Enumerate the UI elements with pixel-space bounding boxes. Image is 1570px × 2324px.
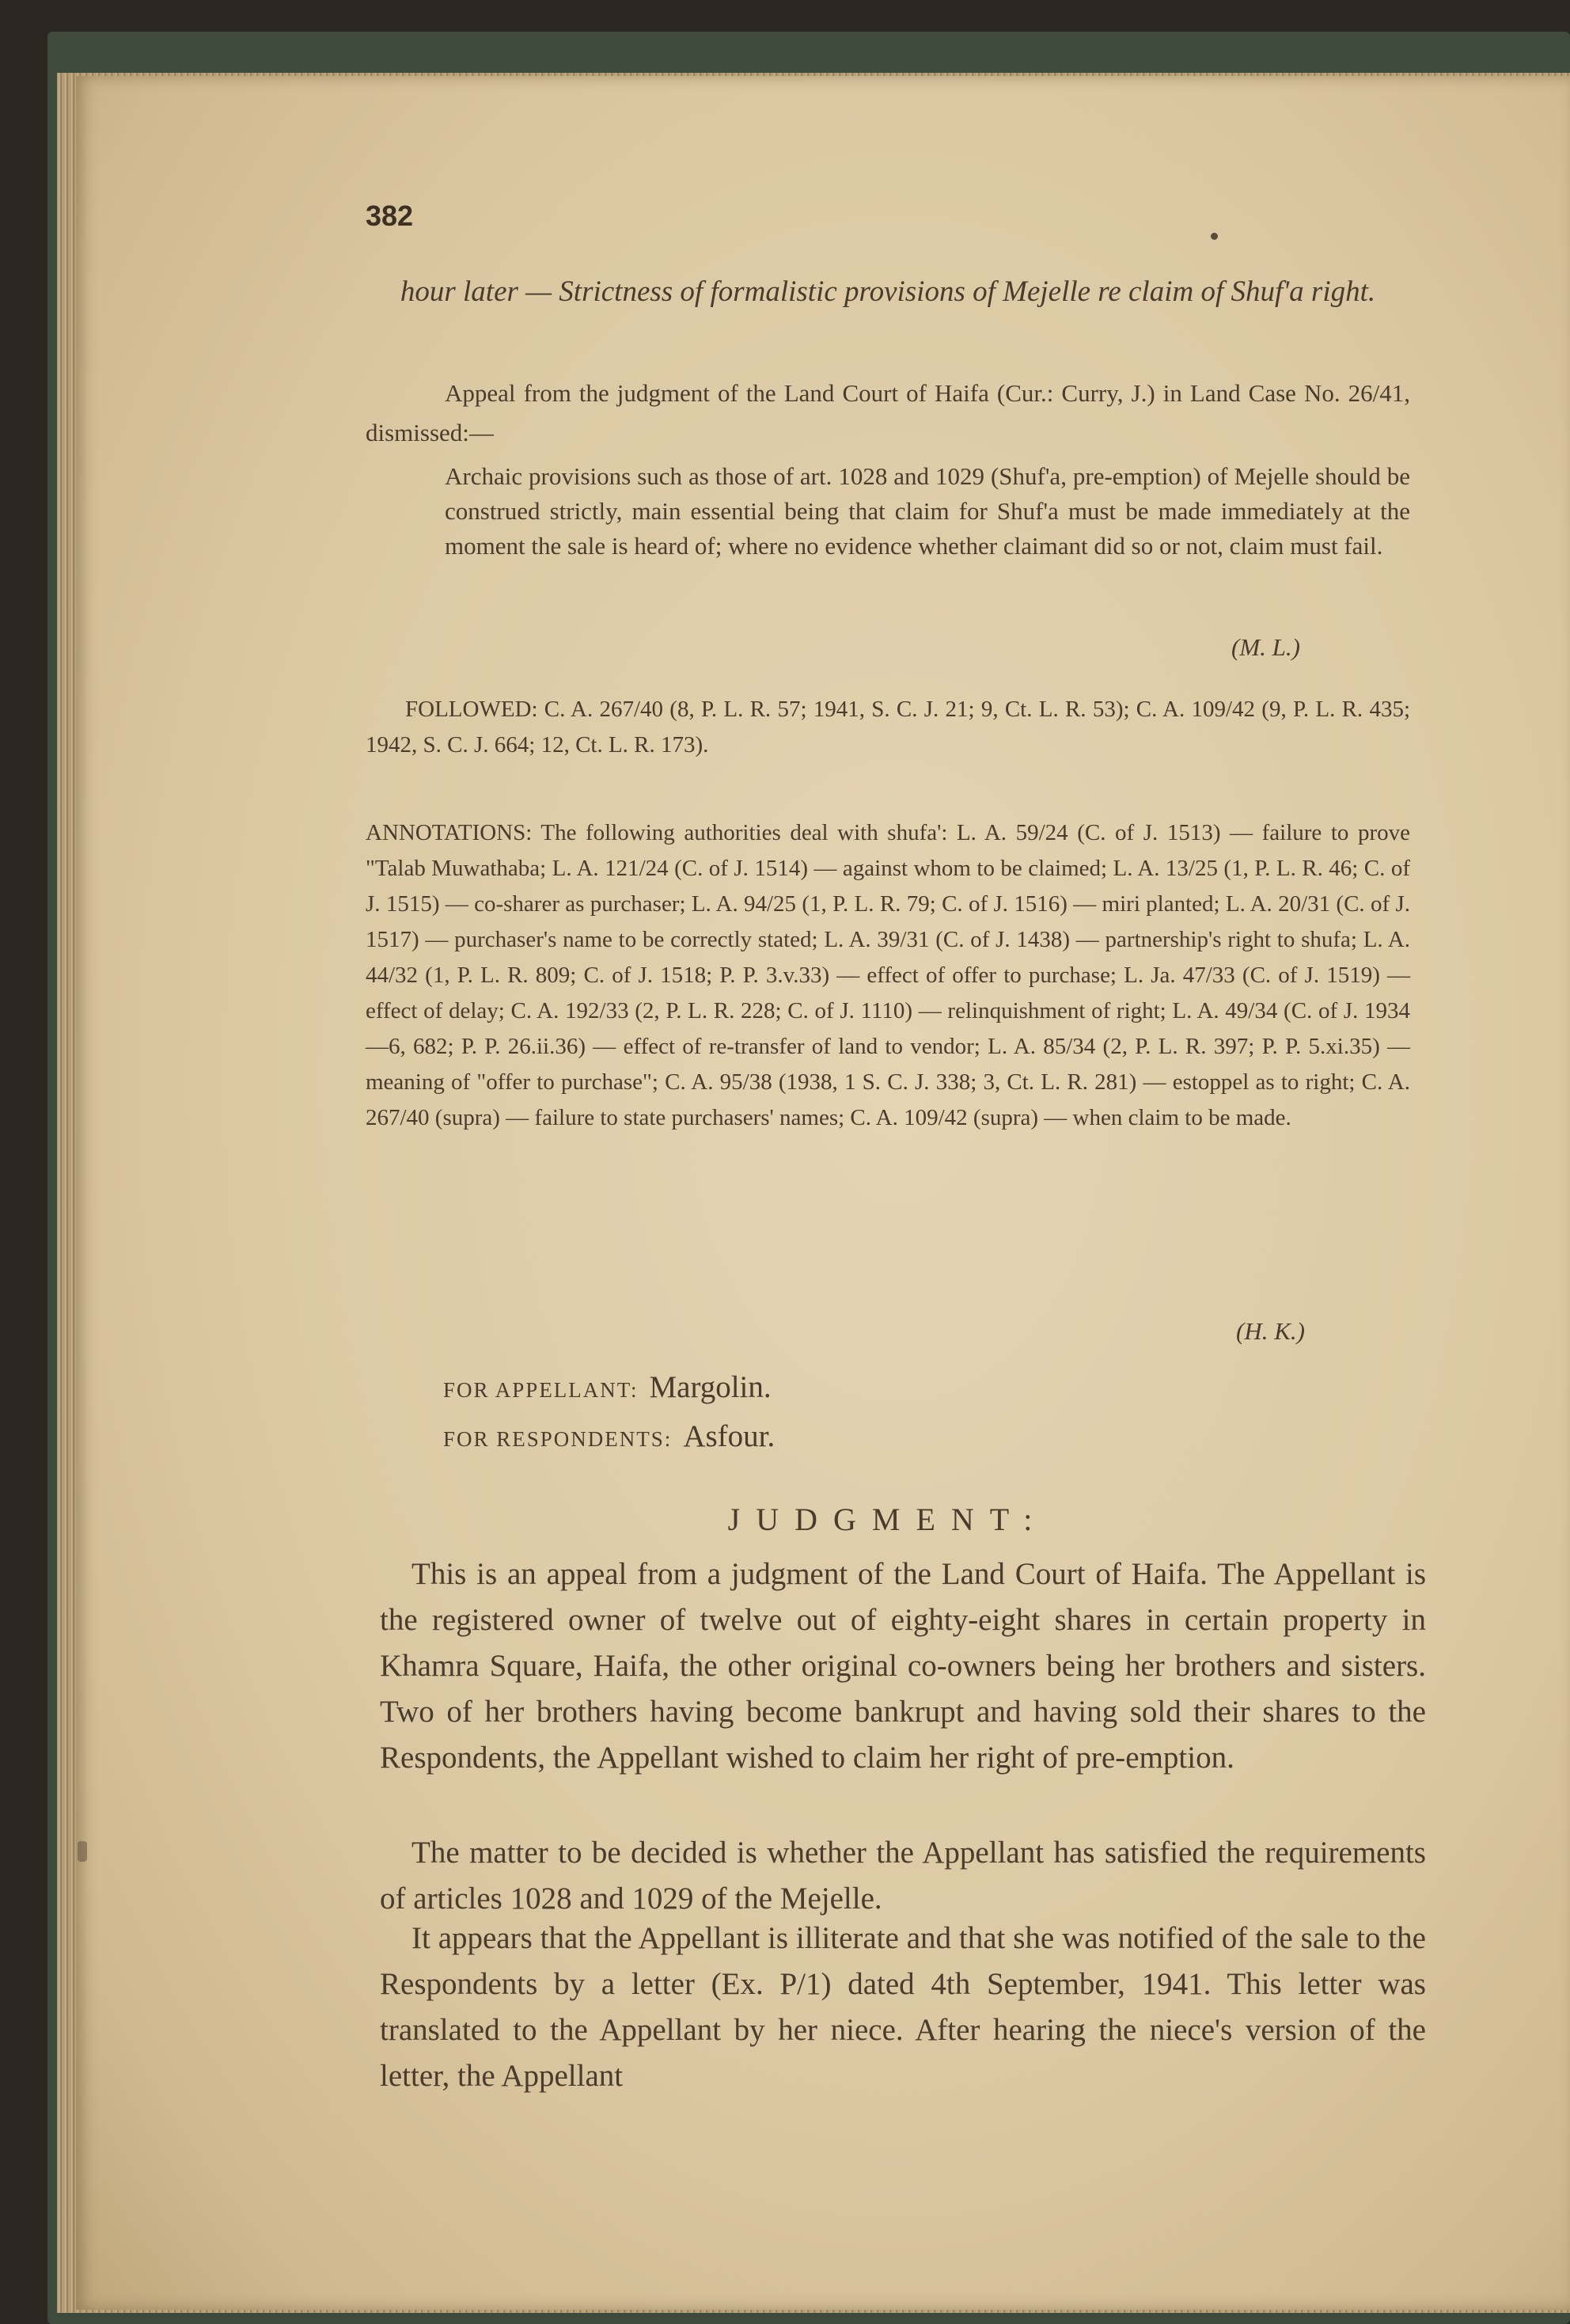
counsel-appellant-label: FOR APPELLANT: xyxy=(443,1378,639,1402)
ink-speck xyxy=(78,1841,87,1862)
followed-citations: FOLLOWED: C. A. 267/40 (8, P. L. R. 57; 1941, S. C. J. 21; 9, Ct. L. R. 53); C. A. 109/42 (9, P. L. R. 435; 1942, S. C. J. 664; 12, Ct. L. R. 173). xyxy=(366,697,1410,758)
annotations-initials: (H. K.) xyxy=(1236,1317,1305,1345)
judgment-paragraph-2: The matter to be decided is whether the Appellant has satisfied the requirements of articles 1028 and 1029 of the Mejelle. xyxy=(380,1836,1426,1916)
counsel-appellant xyxy=(443,1369,772,1405)
judgment-paragraph-3: It appears that the Appellant is illiterate and that she was notified of the sale to the Respondents by a letter (Ex. P/1) dated 4th September, 1941. This letter was translated to the Appellant by her niece. After hearing the niece's version of the letter, the Appellant xyxy=(380,1921,1426,2093)
ink-speck xyxy=(1211,233,1218,240)
summary-initials: (M. L.) xyxy=(1231,633,1300,661)
headnote-title: hour later — Strictness of formalistic provisions of Mejelle re claim of Shuf'a right. xyxy=(400,275,1376,308)
page-number: 382 xyxy=(366,199,414,232)
judgment-heading: JUDGMENT: xyxy=(727,1502,1049,1537)
judgment-paragraph-1: This is an appeal from a judgment of the Land Court of Haifa. The Appellant is the registered owner of twelve out of eighty-eight shares in certain property in Khamra Square, Haifa, the other original co-owners being her brothers and sisters. Two of her brothers having become bankrupt and having sold their shares to the Respondents, the Appellant wished to claim her right of pre-emption. xyxy=(380,1557,1426,1775)
counsel-respondents-label: FOR RESPONDENTS: xyxy=(443,1427,673,1451)
counsel-respondents-name: Asfour. xyxy=(683,1419,776,1453)
counsel-respondents xyxy=(443,1418,775,1454)
annotations-list: ANNOTATIONS: The following authorities deal with shufa': L. A. 59/24 (C. of J. 1513) — failure to prove "Talab Muwathaba; L. A. 121/24 (C. of J. 1514) — against whom to be claimed; L. A. 13/25 (1, P. L. R. 46; C. of J. 1515) — co-sharer as purchaser; L. A. 94/25 (1, P. L. R. 79; C. of J. 1516) — miri planted; L. A. 20/31 (C. of J. 1517) — purchaser's name to be correctly stated; L. A. 39/31 (C. of J. 1438) — partnership's right to shufa; L. A. 44/32 (1, P. L. R. 809; C. of J. 1518; P. P. 3.v.33) — effect of offer to purchase; L. Ja. 47/33 (C. of J. 1519) — effect of delay; C. A. 192/33 (2, P. L. R. 228; C. of J. 1110) — relinquishment of right; L. A. 49/34 (C. of J. 1934—6, 682; P. P. 26.ii.36) — effect of re-transfer of land to vendor; L. A. 85/34 (2, P. L. R. 397; P. P. 5.xi.35) — meaning of "offer to purchase"; C. A. 95/38 (1938, 1 S. C. J. 338; 3, Ct. L. R. 281) — estoppel as to right; C. A. 267/40 (supra) — failure to state purchasers' names; C. A. 109/42 (supra) — when claim to be made. xyxy=(366,820,1410,1130)
headnote-summary: Archaic provisions such as those of art. 1028 and 1029 (Shuf'a, pre-emption) of Mejelle should be construed strictly, main essential being that claim for Shuf'a must be made immediately at the moment the sale is heard of; where no evidence whether claimant did so or not, claim must fail. xyxy=(445,462,1410,560)
appeal-line: Appeal from the judgment of the Land Court of Haifa (Cur.: Curry, J.) in Land Case No. 26/41, dismissed:— xyxy=(366,379,1410,446)
counsel-appellant-name: Margolin. xyxy=(649,1370,772,1404)
